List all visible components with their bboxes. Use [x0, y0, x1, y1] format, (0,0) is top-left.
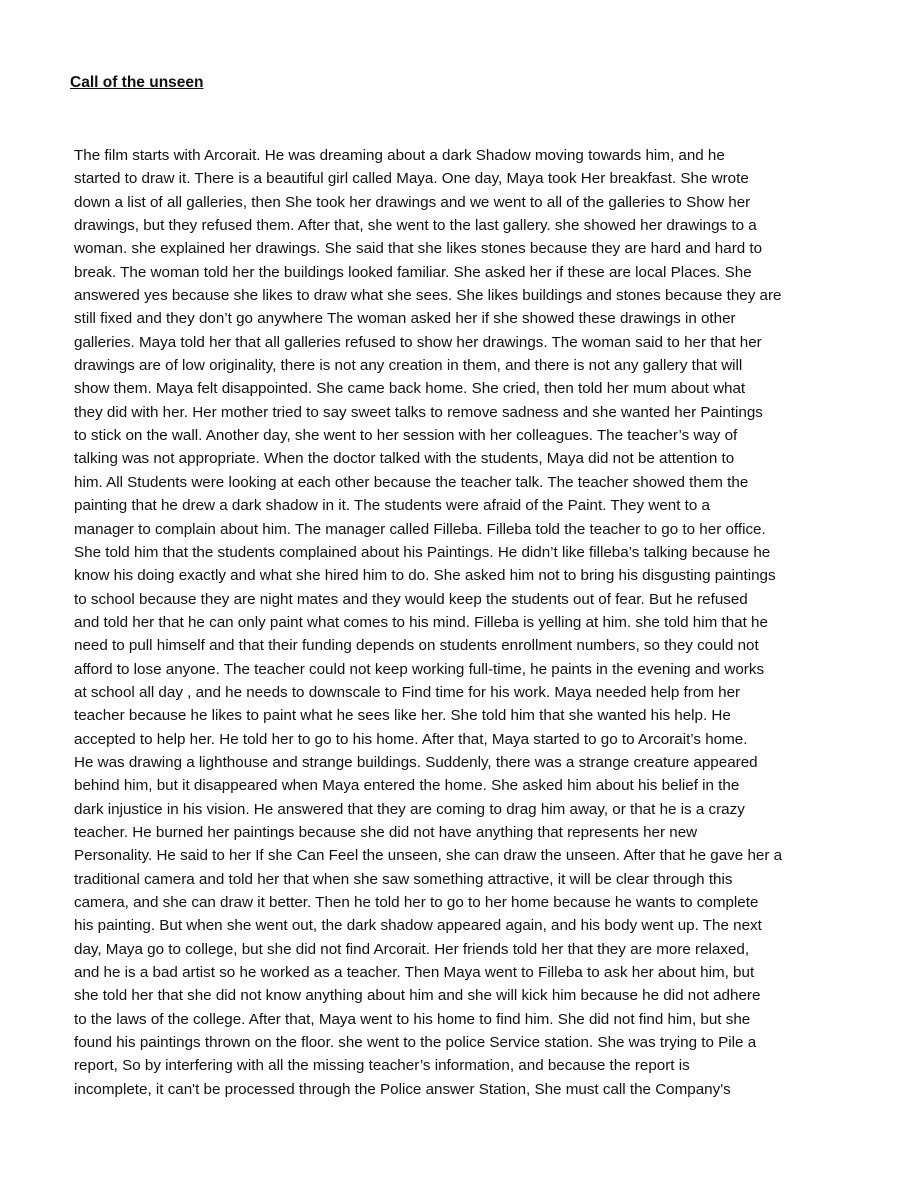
body-line: report, So by interfering with all the missing teacher’s information, and because the report is [74, 1057, 690, 1075]
body-line: Personality. He said to her If she Can Feel the unseen, she can draw the unseen. After that he gave her a [74, 847, 783, 865]
body-line: show them. Maya felt disappointed. She came back home. She cried, then told her mum about what [74, 380, 746, 398]
body-line: to stick on the wall. Another day, she went to her session with her colleagues. The teacher’s way of [74, 427, 738, 445]
body-line: afford to lose anyone. The teacher could not keep working full-time, he paints in the evening and works [74, 660, 765, 678]
body-line: need to pull himself and that their funding depends on students enrollment numbers, so they could not [74, 637, 759, 655]
body-line: drawings, but they refused them. After that, she went to the last gallery. she showed her drawings to a [74, 217, 757, 235]
body-line: started to draw it. There is a beautiful girl called Maya. One day, Maya took Her breakfast. She wrote [74, 170, 749, 188]
body-line: break. The woman told her the buildings looked familiar. She asked her if these are local Places. She [74, 263, 752, 281]
body-line: to the laws of the college. After that, Maya went to his home to find him. She did not find him, but she [74, 1010, 751, 1028]
body-line: his painting. But when she went out, the dark shadow appeared again, and his body went up. The next [74, 917, 762, 935]
body-line: galleries. Maya told her that all galleries refused to show her drawings. The woman said to her that her [74, 333, 762, 351]
body-line: camera, and she can draw it better. Then he told her to go to her home because he wants to complete [74, 894, 759, 911]
body-line: at school all day , and he needs to downscale to Find time for his work. Maya needed help from her [74, 683, 741, 701]
body-line: still fixed and they don’t go anywhere The woman asked her if she showed these drawings in other [74, 310, 736, 328]
body-line: drawings are of low originality, there is not any creation in them, and there is not any gallery that will [74, 357, 743, 375]
body-line: she told her that she did not know anything about him and she will kick him because he did not adhere [74, 987, 761, 1005]
body-line: down a list of all galleries, then She took her drawings and we went to all of the galleries to Show her [74, 193, 751, 211]
body-line: woman. she explained her drawings. She said that she likes stones because they are hard and hard to [74, 240, 763, 258]
body-line: to school because they are night mates and they would keep the students out of fear. But he refused [74, 590, 748, 608]
body-line: manager to complain about him. The manager called Filleba. Filleba told the teacher to go to her office. [74, 520, 766, 538]
body-line: behind him, but it disappeared when Maya entered the home. She asked him about his belief in the [74, 777, 740, 795]
body-line: The film starts with Arcorait. He was dreaming about a dark Shadow moving towards him, and he [74, 147, 725, 164]
body-line: they did with her. Her mother tried to say sweet talks to remove sadness and she wanted her Paintings [74, 403, 763, 421]
body-line: found his paintings thrown on the floor. she went to the police Service station. She was trying to Pile a [74, 1034, 757, 1052]
body-line: painting that he drew a dark shadow in it. The students were afraid of the Paint. They went to a [74, 497, 711, 515]
body-line: and he is a bad artist so he worked as a teacher. Then Maya went to Filleba to ask her about him, but [74, 964, 755, 982]
body-line: dark injustice in his vision. He answered that they are coming to drag him away, or that he is a crazy [74, 800, 745, 818]
body-line: accepted to help her. He told her to go to his home. After that, Maya started to go to Arcorait’s home. [74, 730, 748, 748]
document-body [74, 144, 854, 1101]
body-line: teacher. He burned her paintings because she did not have anything that represents her new [74, 823, 698, 841]
body-line: talking was not appropriate. When the doctor talked with the students, Maya did not be attention to [74, 450, 735, 468]
body-line: know his doing exactly and what she hired him to do. She asked him not to bring his disgusting paintings [74, 567, 776, 585]
body-line: him. All Students were looking at each other because the teacher talk. The teacher showed them the [74, 473, 749, 491]
body-line: and told her that he can only paint what comes to his mind. Filleba is yelling at him. she told him that he [74, 613, 768, 631]
body-line: He was drawing a lighthouse and strange buildings. Suddenly, there was a strange creature appeared [74, 753, 758, 771]
body-line: incomplete, it can't be processed through the Police answer Station, She must call the Company's [74, 1080, 731, 1098]
body-line: traditional camera and told her that when she saw something attractive, it will be clear through this [74, 870, 733, 888]
body-line: teacher because he likes to paint what he sees like her. She told him that she wanted his help. He [74, 707, 731, 725]
document-title: Call of the unseen [70, 74, 204, 91]
body-line: She told him that the students complained about his Paintings. He didn’t like filleba’s talking because he [74, 543, 771, 561]
body-line: answered yes because she likes to draw what she sees. She likes buildings and stones because they are [74, 287, 782, 305]
body-line: day, Maya go to college, but she did not find Arcorait. Her friends told her that they are more relaxed, [74, 940, 750, 958]
